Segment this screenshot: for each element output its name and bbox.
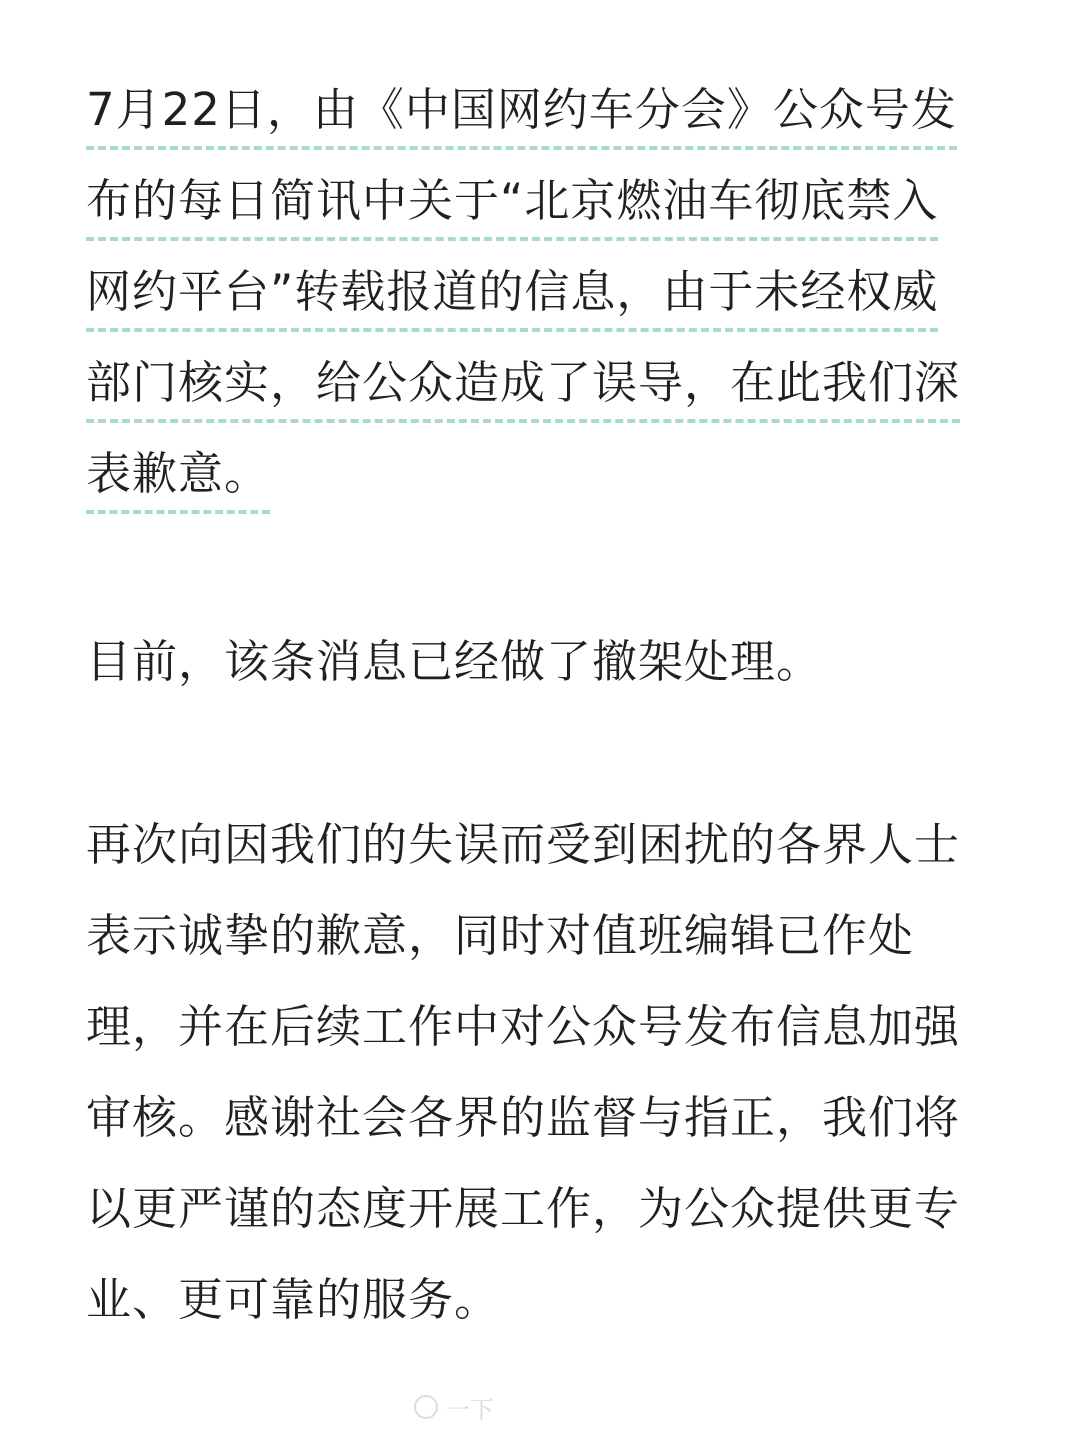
highlighted-text: 部门核实，给公众造成了误导，在此我们深 (86, 356, 960, 423)
paragraph-3-line-2: 表示诚挚的歉意，同时对值班编辑已作处 (86, 909, 915, 962)
paragraph-3-line-3: 理，并在后续工作中对公众号发布信息加强 (86, 1000, 961, 1053)
highlighted-text: 7月22日，由《中国网约车分会》公众号发 (86, 83, 957, 150)
paragraph-3-line-5: 以更严谨的态度开展工作，为公众提供更专 (86, 1182, 961, 1235)
paragraph-3-line-6: 业、更可靠的服务。 (86, 1273, 501, 1326)
watermark-text: 一下 (446, 1395, 494, 1424)
paragraph-3-line-4: 审核。感谢社会各界的监督与指正，我们将 (86, 1091, 961, 1144)
paragraph-1-line-5 (86, 444, 270, 504)
highlighted-text: 网约平台”转载报道的信息，由于未经权威 (86, 265, 938, 332)
highlighted-text: 布的每日简讯中关于“北京燃油车彻底禁入 (86, 174, 938, 241)
avatar-icon (414, 1395, 438, 1419)
paragraph-1-line-1 (86, 80, 957, 140)
highlighted-text: 表歉意。 (86, 447, 270, 514)
paragraph-2-line-1: 目前，该条消息已经做了撤架处理。 (86, 635, 823, 688)
watermark (414, 1392, 664, 1422)
paragraph-3-line-1: 再次向因我们的失误而受到困扰的各界人士 (86, 818, 961, 871)
paragraph-1-line-2 (86, 171, 938, 231)
paragraph-1-line-3 (86, 262, 938, 322)
paragraph-1-line-4 (86, 353, 960, 413)
